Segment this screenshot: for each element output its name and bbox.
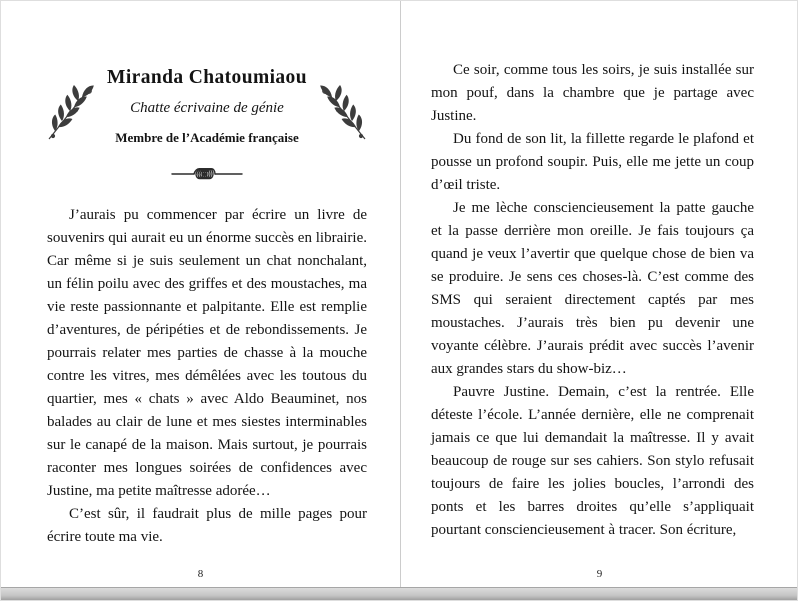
paragraph: J’aurais pu commencer par écrire un livre de souvenirs qui aurait eu un énorme succès en librairie. Car même si je suis seulement un chat nonchalant, un félin poilu avec des griffes et des moustaches, ma vie reste passionnante et palpitante. Elle est remplie d’aventures, de péripéties et de rebondissements. Je pourrais relater mes parties de chasse à la mouche contre les vitres, mes démêlées avec les toutous du quartier, mes « chats » avec Aldo Beauminet, nos balades au clair de lune et mes siestes interminables sur le canapé de la maison. Mais surtout, je pourrais raconter mes longues soirées de confidences avec Justine, ma petite maîtresse adorée… [47,207,367,499]
chapter-subtitle: Chatte écrivaine de génie [130,100,284,116]
paragraph: Du fond de son lit, la fillette regarde le plafond et pousse un profond soupir. Puis, elle me jette un coup d’œil triste. [431,131,754,193]
page-right-body [431,59,754,542]
page-gutter [400,1,401,587]
paragraph: C’est sûr, il faudrait plus de mille pages pour écrire toute ma vie. [47,506,367,545]
chapter-header [47,65,367,146]
page-right [400,1,798,587]
page-number-left: 8 [197,568,204,580]
paragraph: Je me lèche consciencieusement la patte gauche et la passe derrière mon oreille. Je fais toujours ça quand je veux l’avertir que quelque chose de bien va se produire. Je sens ces choses-là. C’est comme des SMS qui seraient directement captés par mes moustaches. J’aurais très bien pu devenir une voyante célèbre. J’aurais prédit avec succès l’avenir aux grandes stars du show-biz… [431,200,754,377]
page-left [1,1,400,587]
paragraph: Ce soir, comme tous les soirs, je suis installée sur mon pouf, dans la chambre que je partage avec Justine. [431,62,754,124]
olive-branch-right-icon [317,81,369,143]
paragraph: Pauvre Justine. Demain, c’est la rentrée. Elle déteste l’école. L’année dernière, elle ne comprenait jamais ce que lui demandait la maîtresse. Il y avait beaucoup de rouge sur ses cahiers. Son stylo refusait toujours de faire les jolies boucles, l’arrondi des ponts et les barres droites qu’elle s’appliquait pourtant consciencieusement à tracer. Son écriture, [431,384,754,538]
squiggle-divider-icon [170,166,244,182]
page-left-body [47,204,367,549]
book-bottom-edge [1,587,797,601]
olive-branch-left-icon [45,81,97,143]
chapter-title: Miranda Chatoumiaou [107,67,307,88]
chapter-affiliation: Membre de l’Académie française [115,130,299,145]
page-number-right: 9 [596,568,603,580]
